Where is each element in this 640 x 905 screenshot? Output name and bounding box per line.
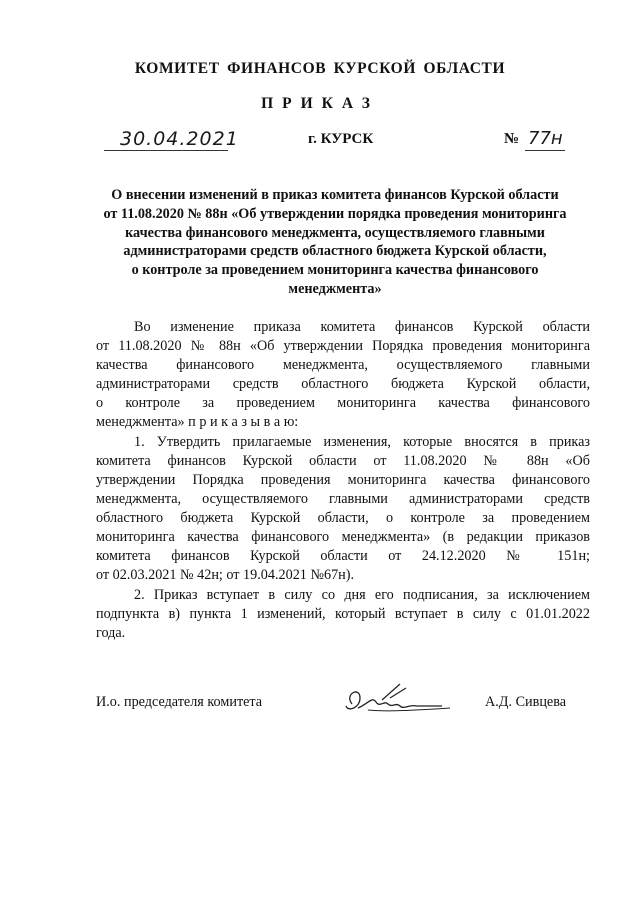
paragraph-line: утверждении Порядка проведения мониторинга качества финансового	[96, 472, 590, 488]
item-1-paragraph	[96, 433, 590, 585]
paragraph-line: 1. Утвердить прилагаемые изменения, которые вносятся в приказ	[134, 434, 590, 450]
item-2-paragraph	[96, 586, 590, 643]
paragraph-line: подпункта в) пункта 1 изменений, который вступает в силу с 01.01.2022	[96, 606, 590, 622]
date-underline	[104, 150, 228, 151]
number-underline	[525, 150, 565, 151]
paragraph-line: о контроле за проведением мониторинга качества финансового	[96, 395, 590, 411]
paragraph-line: Во изменение приказа комитета финансов Курской области	[134, 319, 590, 335]
signatory-position: И.о. председателя комитета	[96, 694, 263, 710]
subject-line: качества финансового менеджмента, осуществляемого главными	[125, 224, 545, 241]
paragraph-line: комитета финансов Курской области от 11.08.2020 № 88н «Об	[96, 453, 590, 469]
organization-title: КОМИТЕТ ФИНАНСОВ КУРСКОЙ ОБЛАСТИ	[134, 60, 506, 77]
paragraph-line: администраторами средств областного бюджета Курской области,	[96, 376, 590, 392]
paragraph-line: от 02.03.2021 № 42н; от 19.04.2021 №67н).	[96, 567, 355, 583]
document-subject	[80, 186, 590, 299]
number-label: №	[504, 131, 520, 147]
handwritten-signature	[338, 682, 458, 722]
paragraph-line: от 11.08.2020 № 88н «Об утверждении Порядка проведения мониторинга	[96, 338, 590, 354]
paragraph-line: года.	[96, 625, 126, 641]
paragraph-line: мониторинга качества финансового менеджмента» (в редакции приказов	[96, 529, 590, 545]
document-header-row	[0, 128, 640, 158]
paragraph-line: комитета финансов Курской области от 24.12.2020 № 151н;	[96, 548, 590, 564]
subject-line: менеджмента»	[288, 280, 382, 297]
paragraph-line: менеджмента» п р и к а з ы в а ю:	[96, 414, 299, 430]
handwritten-date: 30.04.2021	[120, 128, 239, 150]
subject-line: от 11.08.2020 № 88н «Об утверждении порядка проведения мониторинга	[103, 205, 567, 222]
subject-line: администраторами средств областного бюджета Курской области,	[123, 243, 547, 260]
signature-block	[0, 690, 640, 724]
paragraph-line: менеджмента, осуществляемого главными администраторами средств	[96, 491, 590, 507]
paragraph-line: качества финансового менеджмента, осуществляемого главными	[96, 357, 590, 373]
city-label: г. КУРСК	[308, 131, 374, 147]
document-type: ПРИКАЗ	[261, 95, 379, 112]
handwritten-number: 77н	[528, 128, 563, 149]
paragraph-line: областного бюджета Курской области, о контроле за проведением	[96, 510, 590, 526]
signatory-name: А.Д. Сивцева	[485, 694, 567, 710]
paragraph-line: 2. Приказ вступает в силу со дня его подписания, за исключением	[134, 587, 590, 603]
preamble-paragraph	[96, 318, 590, 432]
subject-line: о контроле за проведением мониторинга качества финансового	[131, 262, 539, 279]
subject-line: О внесении изменений в приказ комитета финансов Курской области	[111, 187, 559, 203]
